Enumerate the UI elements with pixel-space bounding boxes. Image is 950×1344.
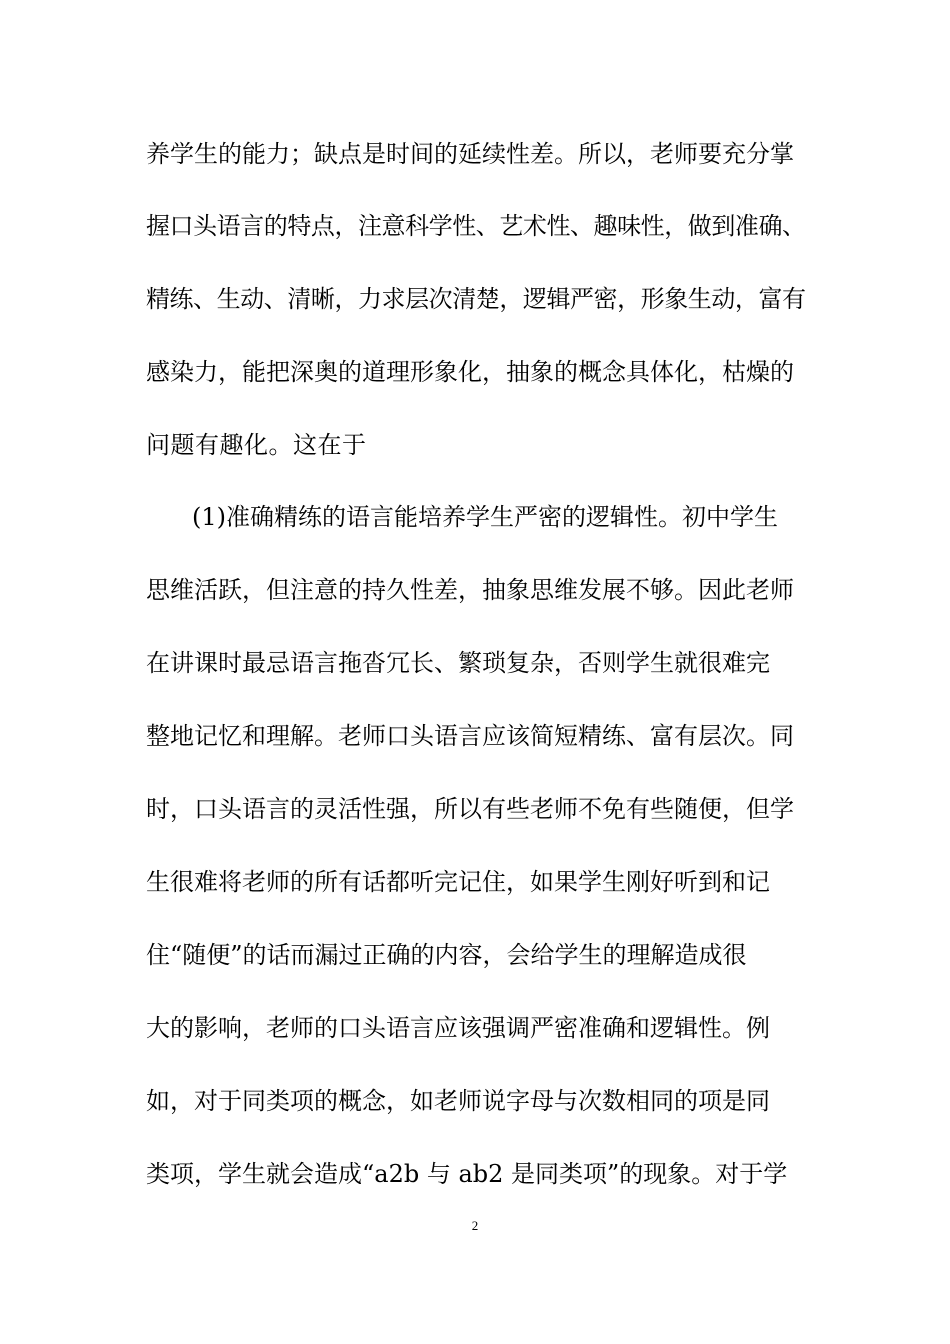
text-line: 如，对于同类项的概念，如老师说字母与次数相同的项是同 (146, 1087, 770, 1115)
text-line: 精练、生动、清晰，力求层次清楚，逻辑严密，形象生动，富有 (146, 285, 806, 313)
text-line: 大的影响，老师的口头语言应该强调严密准确和逻辑性。例 (146, 1014, 770, 1042)
text-line: 握口头语言的特点，注意科学性、艺术性、趣味性，做到准确、 (146, 212, 806, 240)
text-line: 养学生的能力；缺点是时间的延续性差。所以，老师要充分掌 (146, 140, 794, 168)
text-line: 类项，学生就会造成“a2b 与 ab2 是同类项”的现象。对于学 (146, 1160, 788, 1188)
page-number: 2 (471, 1218, 479, 1233)
text-line: 整地记忆和理解。老师口头语言应该简短精练、富有层次。同 (146, 722, 794, 750)
text-line: 住“随便”的话而漏过正确的内容，会给学生的理解造成很 (146, 941, 747, 969)
paragraph-first-line: (1)准确精练的语言能培养学生严密的逻辑性。初中学生 (192, 503, 778, 531)
text-line: 生很难将老师的所有话都听完记住，如果学生刚好听到和记 (146, 868, 770, 896)
text-line: 时，口头语言的灵活性强，所以有些老师不免有些随便，但学 (146, 795, 794, 823)
text-line: 问题有趣化。这在于 (146, 431, 367, 459)
text-line: 感染力，能把深奥的道理形象化，抽象的概念具体化，枯燥的 (146, 358, 794, 386)
text-line: 思维活跃，但注意的持久性差，抽象思维发展不够。因此老师 (146, 576, 794, 604)
text-line: 在讲课时最忌语言拖沓冗长、繁琐复杂，否则学生就很难完 (146, 649, 770, 677)
